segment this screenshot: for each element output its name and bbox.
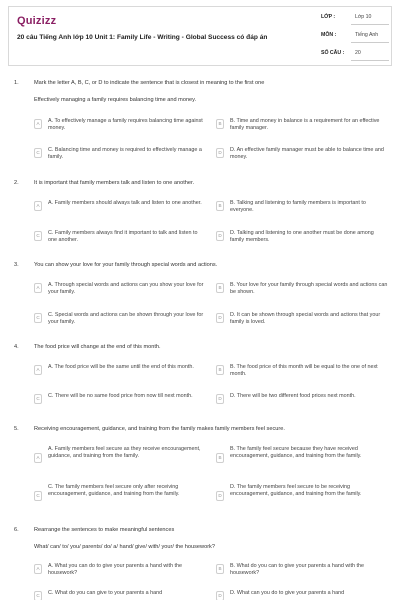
option-text: C. Family members always find it important to talk and listen to one another. [48,230,198,244]
meta-value: Tiếng Anh [355,32,379,38]
question-prompt: Mark the letter A, B, C, or D to indicate the sentence that is closest in meaning to the first one [34,80,265,86]
option-letter-box[interactable]: C [34,394,42,404]
question-prompt: It is important that family members talk and listen to one another. [34,180,195,186]
option-letter-box[interactable]: C [34,491,42,501]
option-text: A. What you can do to give your parents a hand with the housework? [48,563,182,577]
meta-row-class [321,12,393,25]
quizizz-logo[interactable]: Quizizz [17,15,57,27]
question-sentence: Effectively managing a family requires balancing time and money. [34,97,197,103]
question-prompt: The food price will change at the end of this month. [34,344,161,350]
question-prompt: Receiving encouragement, guidance, and training from the family makes family members feel secure. [34,426,285,432]
option-letter-box[interactable]: D [216,231,224,241]
option-text: A. Family members should always talk and listen to one another. [48,200,202,206]
option-text: A. To effectively manage a family requires balancing time against money. [48,118,203,132]
option-letter-box[interactable]: D [216,148,224,158]
meta-underline [351,42,389,43]
question-number: 1. [14,80,19,86]
option-letter-box[interactable]: B [216,453,224,463]
meta-key: MÔN : [321,32,337,38]
question-prompt: You can show your love for your family through special words and actions. [34,262,218,268]
meta-row-subject [321,30,393,43]
option-text: B. Talking and listening to family members is important to everyone. [230,200,366,214]
option-letter-box[interactable]: A [34,201,42,211]
meta-row-count [321,48,393,61]
option-letter-box[interactable]: A [34,119,42,129]
option-letter-box[interactable]: A [34,365,42,375]
option-text: C. The family members feel secure only after receiving encouragement, guidance, and training from the family. [48,484,180,498]
question-number: 6. [14,527,19,533]
option-letter-box[interactable]: B [216,564,224,574]
option-text: D. The family members feel secure to be receiving encouragement, guidance, and training from the family. [230,484,362,498]
worksheet-page [8,6,392,600]
option-letter-box[interactable]: B [216,283,224,293]
option-text: B. Time and money in balance is a requirement for an effective family manager. [230,118,380,132]
option-letter-box[interactable]: A [34,453,42,463]
meta-key: LỚP : [321,14,336,20]
question-sentence: What/ can/ to/ you/ parents/ do/ a/ hand/ give/ with/ your/ the housework? [34,544,215,550]
option-text: A. Family members feel secure as they receive encouragement, guidance, and training from the family. [48,446,201,460]
option-letter-box[interactable]: C [34,591,42,600]
meta-value: Lớp 10 [355,14,372,20]
option-letter-box[interactable]: C [34,313,42,323]
option-text: D. There will be two different food prices next month. [230,393,356,399]
option-text: D. It can be shown through special words and actions that your family is loved. [230,312,381,326]
option-text: A. Through special words and actions can you show your love for your family. [48,282,204,296]
meta-underline [351,60,389,61]
option-letter-box[interactable]: C [34,148,42,158]
option-text: C. Balancing time and money is required to effectively manage a family. [48,147,202,161]
question-number: 5. [14,426,19,432]
meta-underline [351,24,389,25]
meta-panel [321,7,393,67]
worksheet-header [8,6,392,66]
meta-value: 20 [355,50,361,56]
option-text: B. The family feel secure because they have received encouragement, guidance, and training from the family. [230,446,362,460]
option-letter-box[interactable]: C [34,231,42,241]
option-text: B. Your love for your family through special words and actions can be shown. [230,282,388,296]
option-text: C. There will be no same food price from now till next month. [48,393,193,399]
option-text: C. What do you can give to your parents a hand [48,590,163,596]
option-letter-box[interactable]: B [216,201,224,211]
option-text: D. An effective family manager must be able to balance time and money. [230,147,384,161]
option-letter-box[interactable]: B [216,365,224,375]
option-text: D. Talking and listening to one another must be done among family members. [230,230,374,244]
meta-key: SỐ CÂU : [321,50,345,56]
option-text: B. The food price of this month will be equal to the one of next month. [230,364,378,378]
option-letter-box[interactable]: D [216,591,224,600]
option-letter-box[interactable]: D [216,313,224,323]
document-title: 20 câu Tiếng Anh lớp 10 Unit 1: Family Life - Writing - Global Success có đáp án [17,34,268,41]
option-text: D. What can you do to give your parents a hand [230,590,345,596]
option-letter-box[interactable]: A [34,564,42,574]
option-text: A. The food price will be the same until the end of this month. [48,364,194,370]
question-number: 2. [14,180,19,186]
option-letter-box[interactable]: D [216,491,224,501]
question-number: 4. [14,344,19,350]
option-letter-box[interactable]: B [216,119,224,129]
option-letter-box[interactable]: A [34,283,42,293]
question-prompt: Rearrange the sentences to make meaningful sentences [34,527,175,533]
question-number: 3. [14,262,19,268]
option-text: C. Special words and actions can be shown through your love for your family. [48,312,204,326]
option-letter-box[interactable]: D [216,394,224,404]
option-text: B. What do you can to give your parents a hand with the housework? [230,563,364,577]
